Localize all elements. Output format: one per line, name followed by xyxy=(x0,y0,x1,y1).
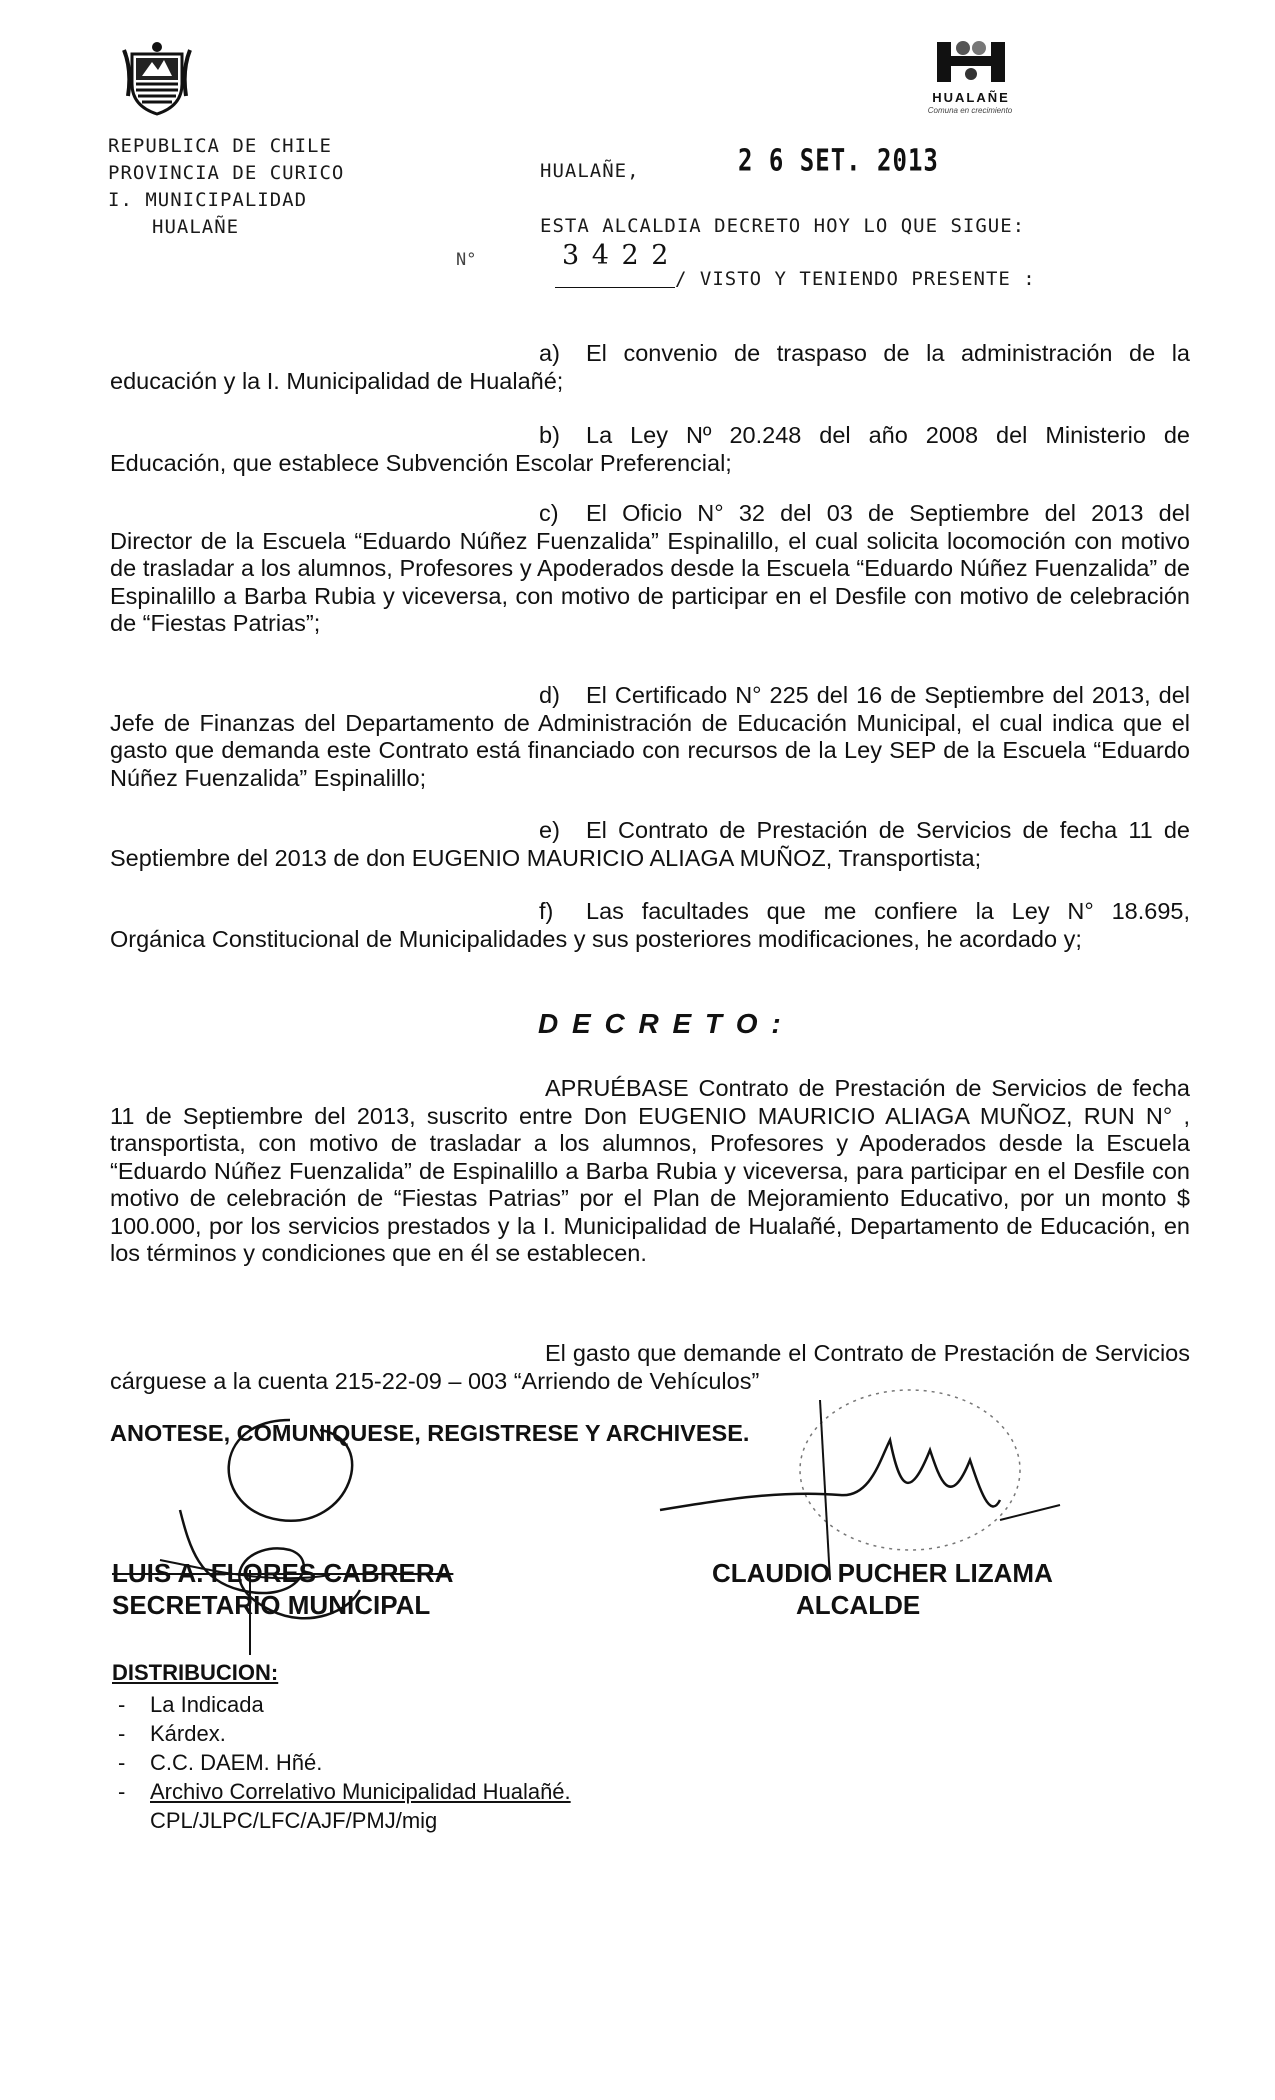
decree-prefix: N° xyxy=(456,250,477,270)
logo-text: HUALAÑE xyxy=(932,90,1010,105)
consideration-text: El Certificado N° 225 del 16 de Septiembre del 2013, del Jefe de Finanzas del Departamento de Administración de Educación Municipal, el cual indica que el gasto que demanda este Contrato está financiado con recursos de la Ley SEP de la Escuela “Eduardo Núñez Fuenzalida” Espinalillo; xyxy=(110,682,1190,791)
consideration-c xyxy=(110,500,1190,638)
list-item: - Archivo Correlativo Municipalidad Hualañé. xyxy=(112,1777,812,1806)
consideration-text: El Contrato de Prestación de Servicios de fecha 11 de Septiembre del 2013 de don EUGENIO MAURICIO ALIAGA MUÑOZ, Transportista; xyxy=(110,817,1190,871)
resolution-text: APRUÉBASE Contrato de Prestación de Servicios de fecha 11 de Septiembre del 2013, suscrito entre Don EUGENIO MAURICIO ALIAGA MUÑOZ, RUN N° , transportista, con motivo de trasladar a los alumnos, Profesores y Apoderados desde la Escuela “Eduardo Núñez Fuenzalida” de Espinalillo a Barba Rubia y viceversa, para participar en el Desfile con motivo de celebración de “Fiestas Patrias” por el Plan de Mejoramiento Educativo, por un monto $ 100.000, por los servicios prestados y la I. Municipalidad de Hualañé, Departamento de Educación, en los términos y condiciones que en él se establecen. xyxy=(110,1075,1190,1266)
consideration-letter: a) xyxy=(539,340,560,366)
consideration-letter: d) xyxy=(539,682,560,708)
list-item: - Kárdex. xyxy=(112,1719,812,1748)
consideration-b xyxy=(110,422,1190,477)
header-left-block xyxy=(108,133,344,241)
resolution-paragraph xyxy=(110,1075,1190,1268)
distribution-list xyxy=(112,1690,812,1806)
place-label: HUALAÑE, xyxy=(540,160,640,182)
consideration-a xyxy=(110,340,1190,395)
decree-number: 3 4 2 2 xyxy=(562,240,671,271)
consideration-e xyxy=(110,817,1190,872)
decree-date: 2 6 SET. 2013 xyxy=(738,143,939,178)
consideration-text: El convenio de traspaso de la administración de la educación y la I. Municipalidad de Hualañé; xyxy=(110,340,1190,394)
mayor-name: CLAUDIO PUCHER LIZAMA xyxy=(712,1558,1053,1588)
consideration-text: Las facultades que me confiere la Ley N° 18.695, Orgánica Constitucional de Municipalidades y sus posteriores modificaciones, he acordado y; xyxy=(110,898,1190,952)
initials-line: CPL/JLPC/LFC/AJF/PMJ/mig xyxy=(150,1808,438,1833)
distribution-title: DISTRIBUCION: xyxy=(112,1660,279,1685)
hualane-logo-icon xyxy=(935,38,1007,86)
coat-of-arms-icon xyxy=(118,40,196,118)
country-line: REPUBLICA DE CHILE xyxy=(108,135,332,157)
province-line: PROVINCIA DE CURICO xyxy=(108,162,345,184)
decreto-title: D E C R E T O : xyxy=(538,1008,784,1039)
consideration-letter: c) xyxy=(539,500,559,526)
logo-subtext: Comuna en crecimiento xyxy=(927,106,1013,115)
city-line: HUALAÑE xyxy=(152,216,240,238)
consideration-text: El Oficio N° 32 del 03 de Septiembre del 2013 del Director de la Escuela “Eduardo Núñez Fuenzalida” Espinalillo, el cual solicita locomoción con motivo de trasladar a los alumnos, Profesores y Apoderados desde la Escuela “Eduardo Núñez Fuenzalida” de Espinalillo a Barba Rubia y viceversa, con motivo de participar en el Desfile con motivo de celebración de “Fiestas Patrias”; xyxy=(110,500,1190,636)
decree-number-underline xyxy=(555,287,675,288)
visto-label: / VISTO Y TENIENDO PRESENTE : xyxy=(675,268,1036,290)
signature-left-icon xyxy=(150,1410,470,1660)
consideration-text: La Ley Nº 20.248 del año 2008 del Ministerio de Educación, que establece Subvención Escolar Preferencial; xyxy=(110,422,1190,476)
secretary-name: LUIS A. FLORES CABRERA xyxy=(112,1558,454,1588)
expense-text: El gasto que demande el Contrato de Prestación de Servicios cárguese a la cuenta 215-22-09 – 003 “Arriendo de Vehículos” xyxy=(110,1340,1190,1394)
anotese-line: ANOTESE, COMUNIQUESE, REGISTRESE Y ARCHIVESE. xyxy=(110,1420,750,1446)
consideration-d xyxy=(110,682,1190,792)
municipality-line: I. MUNICIPALIDAD xyxy=(108,189,308,211)
list-item: - C.C. DAEM. Hñé. xyxy=(112,1748,812,1777)
distribution-block xyxy=(112,1690,812,1835)
secretary-title: SECRETARIO MUNICIPAL xyxy=(112,1590,431,1620)
consideration-letter: b) xyxy=(539,422,560,448)
consideration-letter: e) xyxy=(539,817,560,843)
list-item: - La Indicada xyxy=(112,1690,812,1719)
alcaldia-intro: ESTA ALCALDIA DECRETO HOY LO QUE SIGUE: xyxy=(540,215,1026,237)
mayor-title: ALCALDE xyxy=(796,1590,921,1620)
consideration-letter: f) xyxy=(539,898,554,924)
consideration-f xyxy=(110,898,1190,953)
